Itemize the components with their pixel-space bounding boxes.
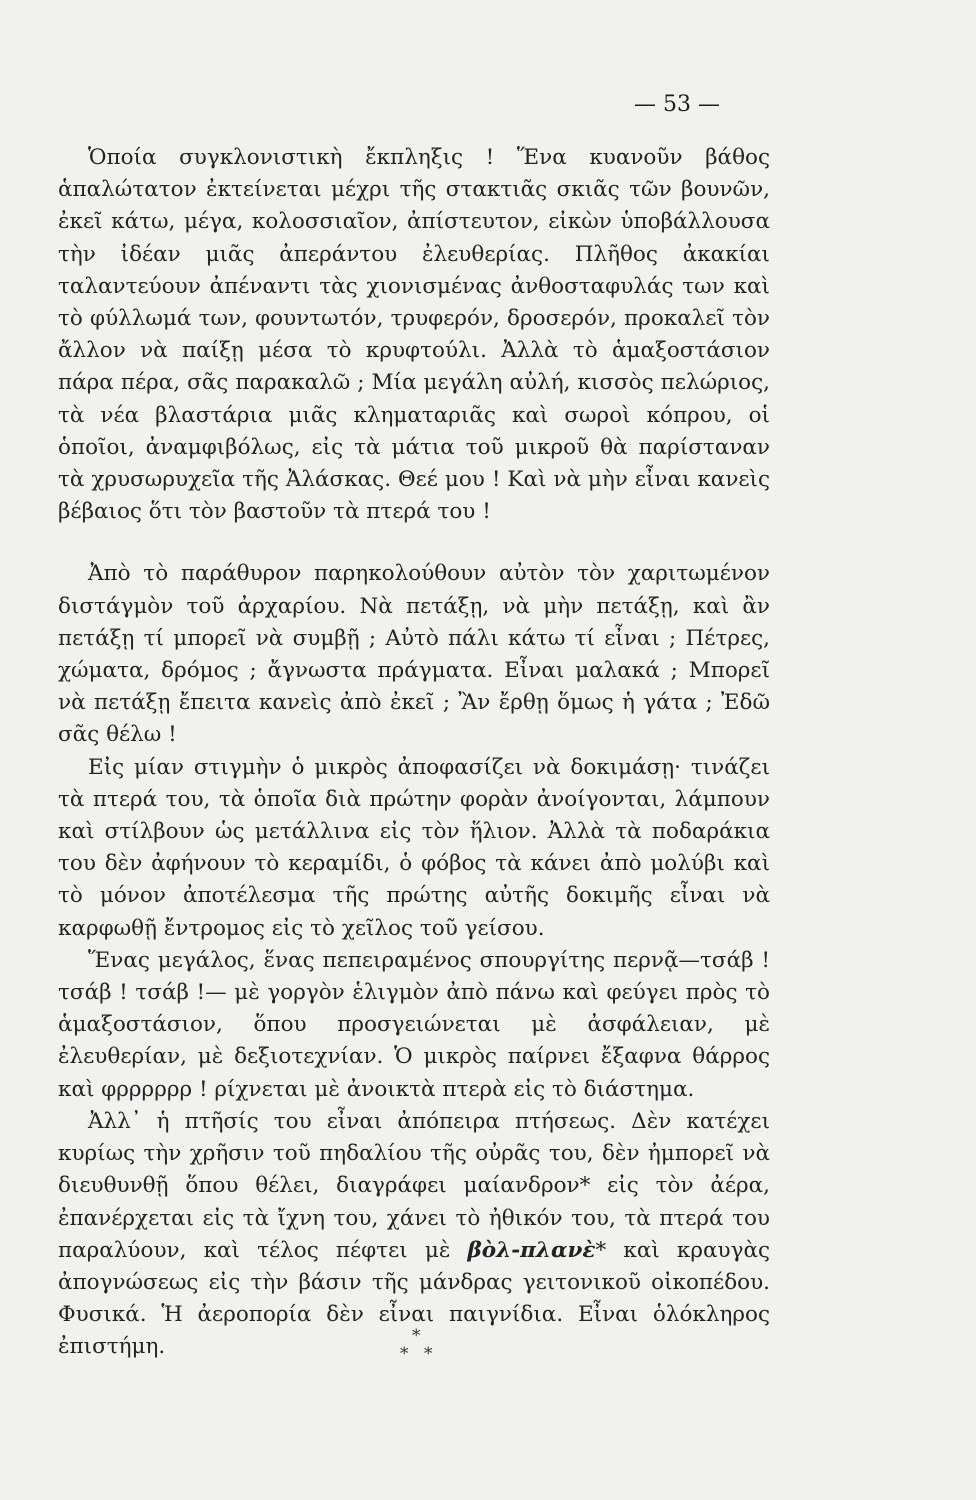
- page-number: — 53 —: [634, 92, 720, 117]
- asterism-section-break: [388, 1328, 448, 1378]
- asterism-left-star: *: [400, 1344, 409, 1364]
- paragraph-5-end: * καὶ κραυγὰς ἀπογνώσεως εἰς τὴν βάσιν τῆς μάνδρας γειτονικοῦ οἰκοπέδου. Φυσικά. Ἡ ἀεροπορία δὲν εἶναι παιγνίδια. Εἶναι ὁλόκληρος ἐπιστήμη.: [58, 1237, 770, 1360]
- body-text: [58, 142, 770, 1364]
- asterism-right-star: *: [424, 1344, 433, 1364]
- paragraph-5-start: Ἀλλ᾽ ἡ πτῆσίς του εἶναι ἀπόπειρα πτήσεως. Δὲν κατέχει κυρίως τὴν χρῆσιν τοῦ πηδαλίου τῆς οὐρᾶς του, δὲν ἠμπορεῖ νὰ διευθυνθῇ ὅπου θέλει, διαγράφει μαίανδρον* εἰς τὸν ἀέρα, ἐπανέρχεται εἰς τὰ ἴχνη του, χάνει τὸ ἠθικόν του, τὰ πτερά του παραλύουν, καὶ τέλος πέφτει μὲ: [58, 1108, 770, 1263]
- asterism-top-star: *: [412, 1326, 421, 1346]
- paragraph-2: Ἀπὸ τὸ παράθυρον παρηκολούθουν αὐτὸν τὸν χαριτωμένον διστάγμὸν τοῦ ἀρχαρίου. Νὰ πετάξῃ, νὰ μὴν πετάξῃ, καὶ ἂν πετάξῃ τί μπορεῖ νὰ συμβῇ ; Αὐτὸ πάλι κάτω τί εἶναι ; Πέτρες, χώματα, δρόμος ; ἄγνωστα πράγματα. Εἶναι μαλακά ; Μπορεῖ νὰ πετάξῃ ἔπειτα κανεὶς ἀπὸ ἐκεῖ ; Ἂν ἔρθῃ ὅμως ἡ γάτα ; Ἐδῶ σᾶς θέλω !: [58, 561, 770, 748]
- emphasis-vol-plane: βὸλ-πλανὲ: [467, 1237, 596, 1263]
- paragraph-5: [58, 1106, 770, 1364]
- paragraph-3: Εἰς μίαν στιγμὴν ὁ μικρὸς ἀποφασίζει νὰ δοκιμάσῃ· τινάζει τὰ πτερά του, τὰ ὁποῖα διὰ πρώτην φορὰν ἀνοίγονται, λάμπουν καὶ στίλβουν ὡς μετάλλινα εἰς τὸν ἥλιον. Ἀλλὰ τὰ ποδαράκια του δὲν ἀφήνουν τὸ κεραμίδι, ὁ φόβος τὰ κάνει ἀπὸ μολύβι καὶ τὸ μόνον ἀποτέλεσμα τῆς πρώτης αὐτῆς δοκιμῆς εἶναι νὰ καρφωθῇ ἔντρομος εἰς τὸ χεῖλος τοῦ γείσου.: [58, 754, 770, 941]
- paragraph-4: Ἕνας μεγάλος, ἕνας πεπειραμένος σπουργίτης περνᾷ—τσάβ ! τσάβ ! τσάβ !— μὲ γοργὸν ἑλιγμὸν ἀπὸ πάνω καὶ φεύγει πρὸς τὸ ἁμαξοστάσιον, ὅπου προσγειώνεται μὲ ἀσφάλειαν, μὲ ἐλευθερίαν, μὲ δεξιοτεχνίαν. Ὁ μικρὸς παίρνει ἔξαφνα θάρρος καὶ φρρρρρρ ! ρίχνεται μὲ ἀνοικτὰ πτερὰ εἰς τὸ διάστημα.: [58, 947, 770, 1102]
- paragraph-1: Ὁποία συγκλονιστικὴ ἔκπληξις ! Ἕνα κυανοῦν βάθος ἁπαλώτατον ἐκτείνεται μέχρι τῆς στακτιᾶς σκιᾶς τῶν βουνῶν, ἐκεῖ κάτω, μέγα, κολοσσιαῖον, ἀπίστευτον, εἰκὼν ὑποβάλλουσα τὴν ἰδέαν μιᾶς ἀπεράντου ἐλευθερίας. Πλῆθος ἀκακίαι ταλαντεύουν ἀπέναντι τὰς χιονισμένας ἀνθοσταφυλάς των καὶ τὸ φύλλωμά των, φουντωτόν, τρυφερόν, δροσερόν, προκαλεῖ τὸν ἄλλον νὰ παίξῃ μέσα τὸ κρυφτούλι. Ἀλλὰ τὸ ἁμαξοστάσιον πάρα πέρα, σᾶς παρακαλῶ ; Μία μεγάλη αὐλή, κισσὸς πελώριος, τὰ νέα βλαστάρια μιᾶς κληματαριᾶς καὶ σωροὶ κόπρου, οἱ ὁποῖοι, ἀναμφιβόλως, εἰς τὰ μάτια τοῦ μικροῦ θὰ παρίσταναν τὰ χρυσωρυχεῖα τῆς Ἀλάσκας. Θεέ μου ! Καὶ νὰ μὴν εἶναι κανεὶς βέβαιος ὅτι τὸν βαστοῦν τὰ πτερά του !: [58, 145, 770, 525]
